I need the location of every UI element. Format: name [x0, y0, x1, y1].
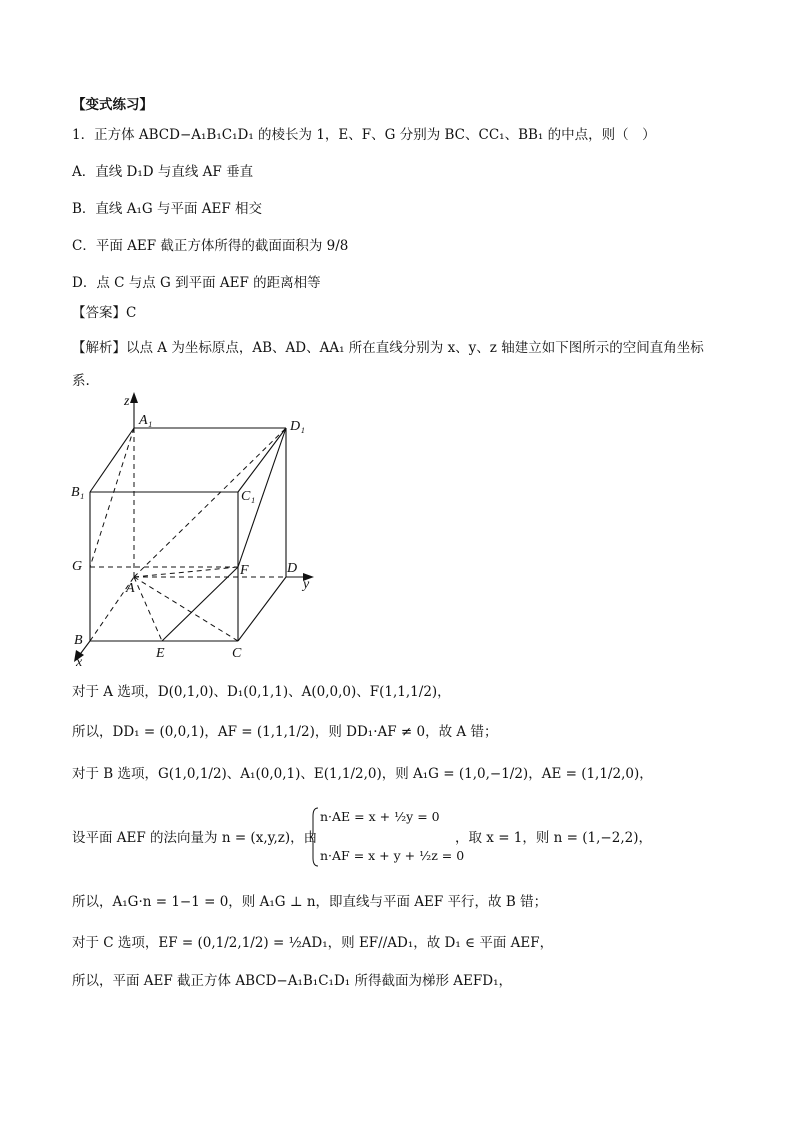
section-title: 【变式练习】 [72, 97, 153, 113]
label-A: A [126, 581, 135, 596]
option-b: B．直线 A₁G 与平面 AEF 相交 [72, 201, 263, 217]
solution-b-line-3: 所以，A₁G·n = 1−1 = 0，则 A₁G ⊥ n，即直线与平面 AEF 平行，故 B 错； [72, 894, 548, 910]
solution-a-line-1: 对于 A 选项，D(0,1,0)、D₁(0,1,1)、A(0,0,0)、F(1,1,1/2)， [72, 684, 451, 700]
label-D: D [287, 561, 298, 576]
system-brace [310, 806, 320, 868]
analysis-line-2: 系. [72, 373, 90, 389]
solution-a-line-2: 所以，DD₁ = (0,0,1)，AF = (1,1,1/2)，则 DD₁·AF ≠ 0，故 A 错； [72, 724, 498, 740]
label-x: x [76, 655, 83, 670]
equation-system-row-1: n·AE = x + ½y = 0 [320, 809, 440, 824]
analysis-line-1: 【解析】以点 A 为坐标原点，AB、AD、AA₁ 所在直线分别为 x、y、z 轴建立如下图所示的空间直角坐标 [72, 340, 704, 356]
label-z: z [124, 394, 130, 409]
label-A1: A₁ [139, 413, 153, 428]
label-B: B [74, 633, 83, 648]
label-y: y [303, 577, 310, 592]
label-C1: C₁ [241, 489, 256, 504]
label-C: C [232, 646, 242, 661]
cube-diagram [62, 385, 332, 670]
label-D1: D₁ [290, 419, 305, 434]
option-a: A．直线 D₁D 与直线 AF 垂直 [72, 164, 254, 180]
solution-b-line-1: 对于 B 选项，G(1,0,1/2)、A₁(0,0,1)、E(1,1/2,0)，则 A₁G = (1,0,−1/2)，AE = (1,1/2,0)， [72, 766, 653, 782]
question-stem: 1．正方体 ABCD−A₁B₁C₁D₁ 的棱长为 1，E、F、G 分别为 BC、CC₁、BB₁ 的中点，则（ ） [72, 127, 656, 143]
answer-label: 【答案】C [72, 305, 137, 321]
solution-b-line-2-left: 设平面 AEF 的法向量为 n = (x,y,z)，由 [72, 830, 318, 846]
label-B1: B₁ [71, 485, 85, 500]
option-c: C．平面 AEF 截正方体所得的截面面积为 9/8 [72, 238, 349, 254]
label-E: E [156, 646, 165, 661]
equation-system-row-2: n·AF = x + y + ½z = 0 [320, 848, 465, 863]
option-d: D．点 C 与点 G 到平面 AEF 的距离相等 [72, 275, 321, 291]
solution-c-line-1: 对于 C 选项，EF = (0,1/2,1/2) = ½AD₁，则 EF//AD₁，故 D₁ ∈ 平面 AEF， [72, 935, 554, 951]
solution-b-line-2-right: ，取 x = 1，则 n = (1,−2,2)， [455, 830, 652, 846]
label-F: F [240, 563, 249, 578]
solution-c-line-2: 所以，平面 AEF 截正方体 ABCD−A₁B₁C₁D₁ 所得截面为梯形 AEFD₁， [72, 973, 512, 989]
label-G: G [72, 559, 83, 574]
